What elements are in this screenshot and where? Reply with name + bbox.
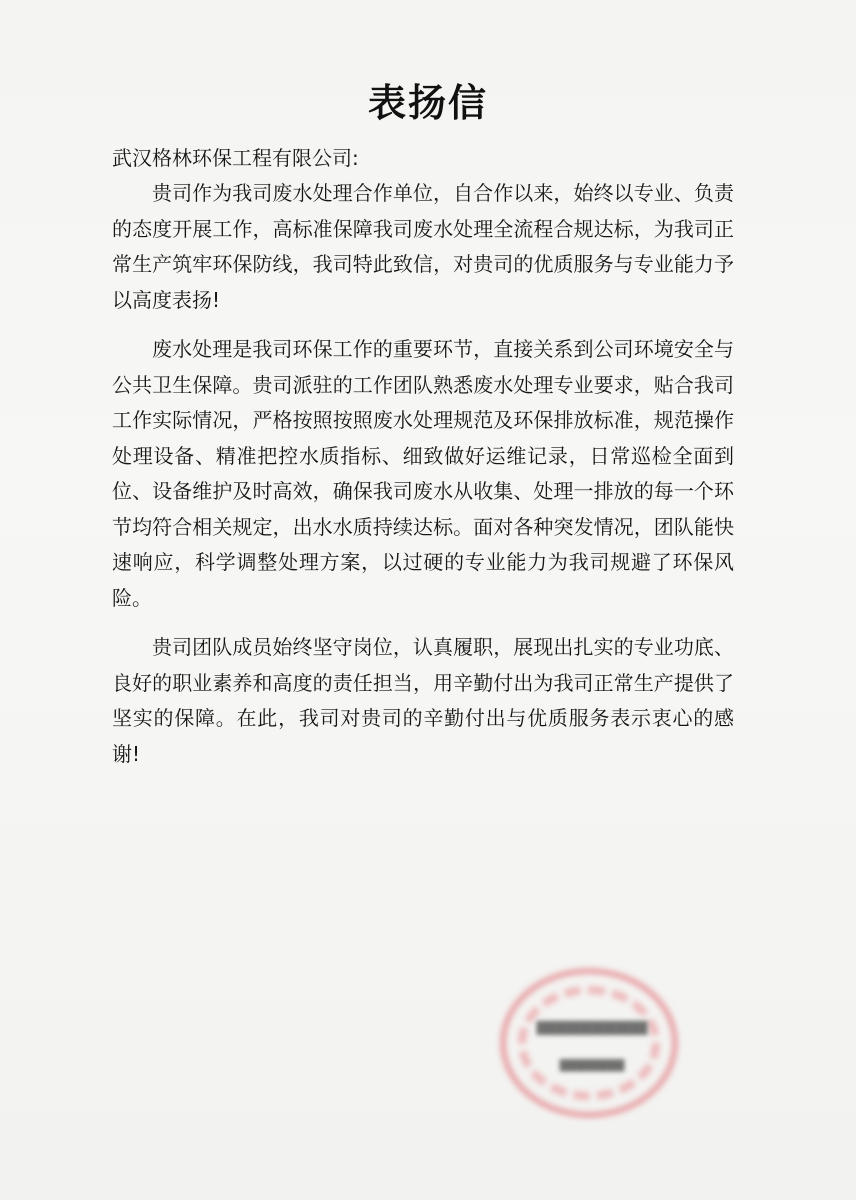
paragraph-3: 贵司团队成员始终坚守岗位，认真履职，展现出扎实的专业功底、良好的职业素养和高度的责任担当，用辛勤付出为我司正常生产提供了坚实的保障。在此，我司对贵司的辛勤付出与优质服务表示衷心的感谢! bbox=[112, 635, 734, 766]
letter-title: 表扬信 bbox=[367, 81, 488, 125]
signature-block-blurred bbox=[472, 1006, 712, 1082]
paragraph-2: 废水处理是我司环保工作的重要环节，直接关系到公司环境安全与公共卫生保障。贵司派驻的工作团队熟悉废水处理专业要求，贴合我司工作实际情况，严格按照按照废水处理规范及环保排放标准，规范操作处理设备、精准把控水质指标、细致做好运维记录，日常巡检全面到位、设备维护及时高效，确保我司废水从收集、处理一排放的每一个环节均符合相关规定，出水水质持续达标。面对各种突发情况，团队能快速响应，科学调整处理方案，以过硬的专业能力为我司规避了环保风险。 bbox=[112, 337, 734, 610]
sign-date-blurred: ▆▆▆▆▆▆ bbox=[559, 1056, 625, 1072]
letter-body bbox=[112, 176, 734, 786]
salutation: 武汉格林环保工程有限公司: bbox=[112, 146, 359, 170]
sender-name-blurred: ▆▆▆▆▆▆▆▆▆ bbox=[536, 1016, 648, 1035]
paragraph-1: 贵司作为我司废水处理合作单位，自合作以来，始终以专业、负责的态度开展工作，高标准保障我司废水处理全流程合规达标，为我司正常生产筑牢环保防线，我司特此致信，对贵司的优质服务与专业能力予以高度表扬! bbox=[112, 181, 734, 312]
